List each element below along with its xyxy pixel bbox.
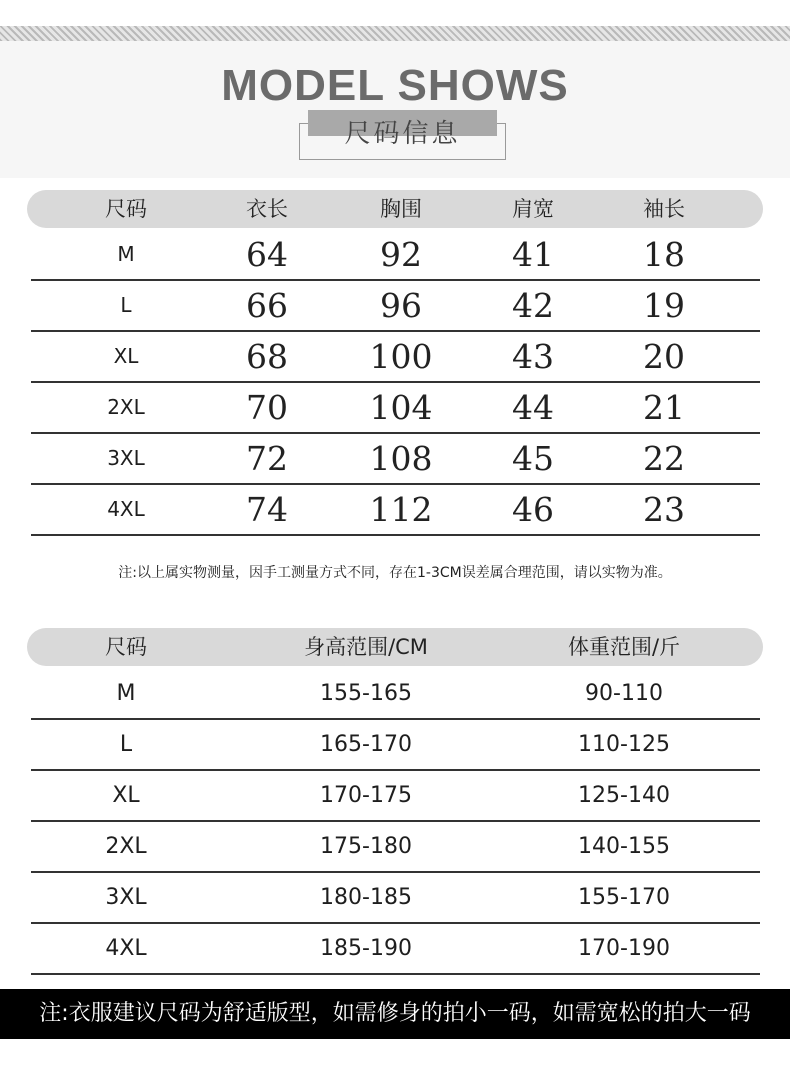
cell-height: 175-180 (320, 834, 412, 859)
cell-size: 2XL (107, 395, 145, 419)
cell-size: 4XL (105, 936, 147, 961)
cell-weight: 140-155 (578, 834, 670, 859)
cell-size: 4XL (107, 497, 145, 521)
cell-length: 64 (246, 235, 288, 274)
cell-sleeve: 18 (643, 235, 685, 274)
cell-length: 74 (246, 490, 288, 529)
header-cell-size: 尺码 (105, 197, 147, 221)
cell-height: 170-175 (320, 783, 412, 808)
table-row (31, 924, 760, 975)
cell-shoulder: 42 (512, 286, 554, 325)
cell-size: 3XL (105, 885, 147, 910)
header-cell-length: 衣长 (246, 197, 288, 221)
cell-sleeve: 21 (643, 388, 685, 427)
cell-shoulder: 44 (512, 388, 554, 427)
page-title: MODEL SHOWS (221, 61, 569, 110)
cell-size: XL (112, 783, 140, 808)
table-header (27, 190, 763, 228)
footer-banner (0, 989, 790, 1039)
cell-shoulder: 41 (512, 235, 554, 274)
table-row (31, 332, 760, 383)
cell-weight: 155-170 (578, 885, 670, 910)
table-row (31, 485, 760, 536)
cell-height: 180-185 (320, 885, 412, 910)
cell-sleeve: 23 (643, 490, 685, 529)
cell-chest: 92 (380, 235, 422, 274)
table-row (31, 230, 760, 281)
cell-length: 66 (246, 286, 288, 325)
table-row (31, 720, 760, 771)
cell-weight: 170-190 (578, 936, 670, 961)
footer-note: 注:衣服建议尺码为舒适版型，如需修身的拍小一码，如需宽松的拍大一码 (39, 1001, 751, 1026)
cell-size: XL (113, 344, 139, 368)
header-cell-sleeve: 袖长 (643, 197, 685, 221)
cell-size: M (116, 681, 136, 706)
table-header (27, 628, 763, 666)
cell-height: 165-170 (320, 732, 412, 757)
cell-size: L (119, 732, 133, 757)
cell-sleeve: 19 (643, 286, 685, 325)
table-row (31, 873, 760, 924)
cell-chest: 100 (369, 337, 433, 376)
cell-weight: 90-110 (585, 681, 663, 706)
table-row (31, 822, 760, 873)
cell-shoulder: 46 (512, 490, 554, 529)
cell-chest: 112 (369, 490, 433, 529)
cell-shoulder: 43 (512, 337, 554, 376)
cell-weight: 110-125 (578, 732, 670, 757)
table-row (31, 771, 760, 822)
cell-size: 2XL (105, 834, 147, 859)
cell-chest: 104 (369, 388, 433, 427)
table-row (31, 434, 760, 485)
measurement-note: 注:以上属实物测量，因手工测量方式不同，存在1-3CM误差属合理范围，请以实物为准。 (118, 565, 672, 581)
table-row (31, 281, 760, 332)
cell-height: 185-190 (320, 936, 412, 961)
table-row (31, 669, 760, 720)
cell-length: 72 (246, 439, 288, 478)
decorative-stripe (0, 26, 790, 41)
cell-weight: 125-140 (578, 783, 670, 808)
header-cell-weight: 体重范围/斤 (567, 635, 681, 659)
cell-size: M (117, 242, 135, 266)
header-cell-shoulder: 肩宽 (512, 197, 554, 221)
table-row (31, 383, 760, 434)
page-subtitle: 尺码信息 (344, 119, 461, 149)
header-cell-height: 身高范围/CM (304, 635, 428, 659)
cell-chest: 96 (380, 286, 422, 325)
cell-size: 3XL (107, 446, 145, 470)
cell-length: 68 (246, 337, 288, 376)
cell-length: 70 (246, 388, 288, 427)
cell-sleeve: 20 (643, 337, 685, 376)
header-cell-size: 尺码 (105, 635, 147, 659)
cell-size: L (120, 293, 132, 317)
header-cell-chest: 胸围 (380, 197, 422, 221)
cell-shoulder: 45 (512, 439, 554, 478)
cell-chest: 108 (369, 439, 433, 478)
cell-height: 155-165 (320, 681, 412, 706)
cell-sleeve: 22 (643, 439, 685, 478)
